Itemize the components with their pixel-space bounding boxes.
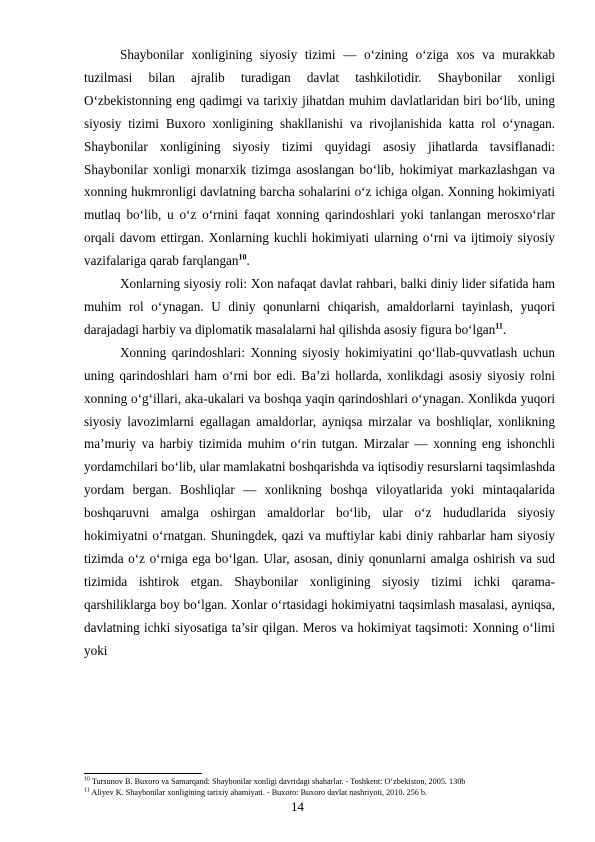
footnote-ref-11[interactable]: 11 [495,321,503,331]
paragraph-2-tail: . [502,321,507,337]
paragraph-2-text: Xonlarning siyosiy roli: Xon nafaqat davlat rahbari, balki diniy lider sifatida ham muhim rol o‘ynagan. U diniy qonunlarni chiqarish, amaldorlarni tayinlash, yuqori darajadagi harbiy va diplomatik masalalarni hal qilishda asosiy figura bo‘lgan [84,276,555,337]
paragraph-3-text: Xonning qarindoshlari: Xonning siyosiy hokimiyatini qo‘llab-quvvatlash uchun uning qarindoshlari ham o‘rni bor edi. Ba’zi hollarda, xonlikdagi asosiy siyosiy rolni xonning o‘g‘illari, aka-ukalari va boshqa yaqin qarindoshlari o‘ynagan. Xonlikda yuqori siyosiy lavozimlarni egallagan amaldorlar, ayniqsa mirzalar va boshliqlar, xonlikning ma’muriy va harbiy tizimida muhim o‘rin tutgan. Mirzalar — xonning eng ishonchli yordamchilari bo‘lib, ular mamlakatni boshqarishda va iqtisodiy resurslarni taqsimlashda yordam bergan. Boshliqlar — xonlikning boshqa viloyatlarida yoki mintaqalarida boshqaruvni amalga oshirgan amaldorlar bo‘lib, ular o‘z hududlarida siyosiy hokimiyatni o‘rnatgan. Shuningdek, qazi va muftiylar kabi diniy rahbarlar ham siyosiy tizimda o‘z o‘rniga ega bo‘lgan. Ular, asosan, diniy qonunlarni amalga oshirish va sud tizimida ishtirok etgan. Shaybonilar xonligining siyosiy tizimi ichki qarama-qarshiliklarga boy bo‘lgan. Xonlar o‘rtasidagi hokimiyatni taqsimlash masalasi, ayniqsa, davlatning ichki siyosatiga ta’sir qilgan. Meros va hokimiyat taqsimoti: Xonning o‘limi yoki [84,344,555,658]
footnote-divider [84,773,202,774]
paragraph-2 [84,273,555,342]
paragraph-1-text: Shaybonilar xonligining siyosiy tizimi — o‘zining o‘ziga xos va murakkab tuzilmasi bilan ajralib turadigan davlat tashkilotidir. Shaybonilar xonligi O‘zbekistonning eng qadimgi va tarixiy jihatdan muhim davlatlaridan biri bo‘lib, uning siyosiy tizimi Buxoro xonligining shakllanishi va rivojlanishida katta rol o‘ynagan. Shaybonilar xonligining siyosiy tizimi quyidagi asosiy jihatlarda tavsiflanadi: Shaybonilar xonligi monarxik tizimga asoslangan bo‘lib, hokimiyat markazlashgan va xonning hukmronligi davlatning barcha sohalarini o‘z ichiga olgan. Xonning hokimiyati mutlaq bo‘lib, u o‘z o‘rnini faqat xonning qarindoshlari yoki tanlangan merosxo‘rlar orqali davom ettirgan. Xonlarning kuchli hokimiyati ularning o‘rni va ijtimoiy siyosiy vazifalariga qarab farqlangan [84,47,555,269]
paragraph-1 [84,44,555,273]
footnote-number: 10 [84,776,90,783]
footnote-number: 11 [84,786,90,793]
footnotes [84,777,564,798]
page-number: 14 [291,799,304,814]
footnote-text: Aliyev K. Shaybonilar xonligining tarixiy ahamiyati. - Buxoro: Buxoro davlat nashriyoti, 2010. 256 b. [89,787,428,797]
footnote-ref-10[interactable]: 10 [238,252,247,262]
paragraph-3 [84,342,555,663]
footnote-text: Tursunov B. Buxoro va Samarqand: Shaybonilar xonligi davridagi shaharlar. - Toshkent: O‘zbekiston, 2005. 130b [90,777,466,786]
body-text [84,44,555,662]
footnote-11 [84,788,564,799]
paragraph-1-tail: . [246,253,250,269]
footnote-10 [84,777,564,788]
